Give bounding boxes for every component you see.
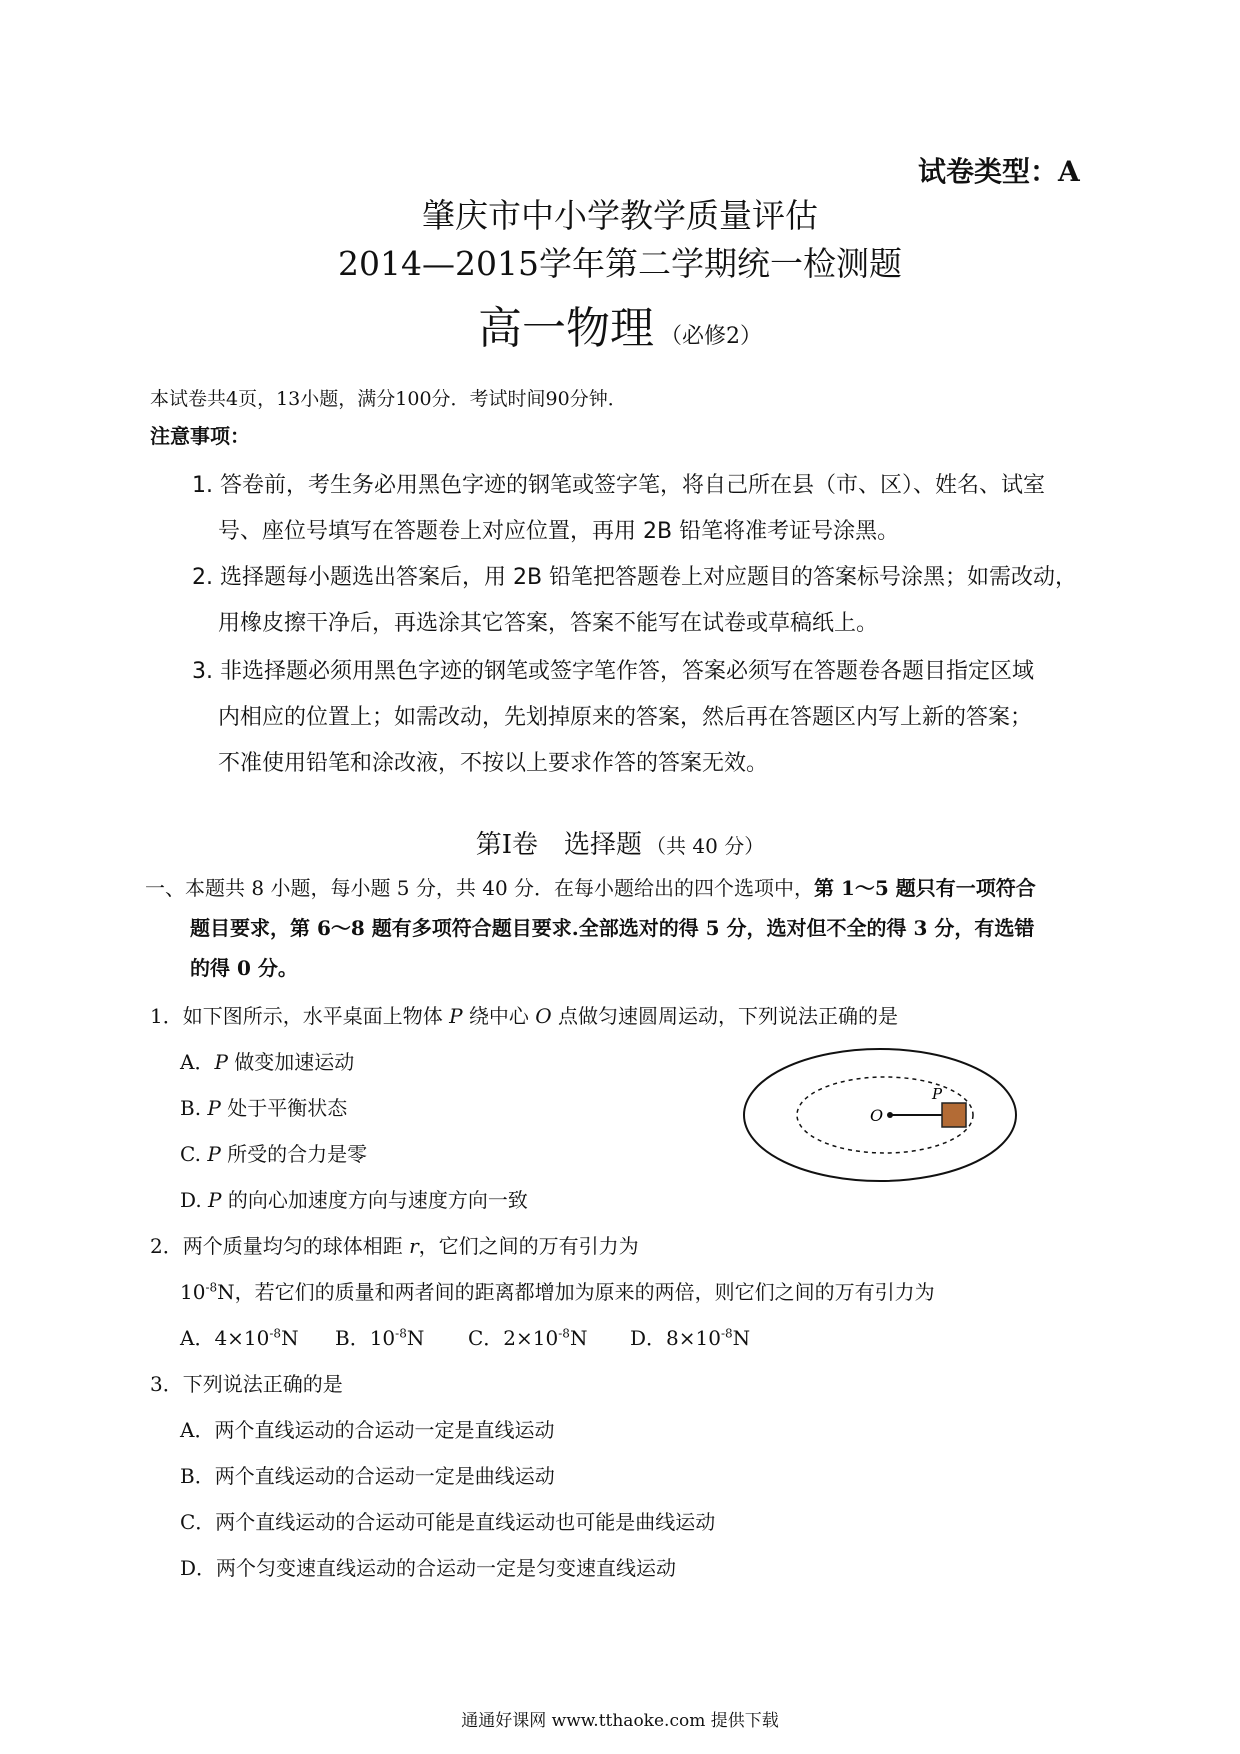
q2-opt-c-b: N <box>569 1326 588 1350</box>
q3-option-a: A．两个直线运动的合运动一定是直线运动 <box>180 1418 555 1442</box>
q3-stem: 3．下列说法正确的是 <box>150 1372 343 1396</box>
q1-opt-b-label: B. <box>180 1096 208 1120</box>
q1-option-a <box>180 1046 354 1075</box>
q1-stem-a: 1．如下图所示，水平桌面上物体 <box>150 1004 450 1028</box>
paper-type: 试卷类型：A <box>918 155 1080 188</box>
label-p: P <box>932 1085 943 1103</box>
notice-item2-line2: 用橡皮擦干净后，再选涂其它答案，答案不能写在试卷或草稿纸上。 <box>218 611 879 636</box>
q2-line2-exp: -8 <box>205 1280 218 1295</box>
notice-item3-line2: 内相应的位置上；如需改动，先划掉原来的答案，然后再在答题区内写上新的答案； <box>218 705 1033 730</box>
q1-option-c <box>180 1138 367 1167</box>
q2-opt-a-exp: -8 <box>269 1326 282 1341</box>
q2-stem-b: ，它们之间的万有引力为 <box>418 1234 639 1258</box>
q2-option-a <box>180 1322 299 1351</box>
q1-stem-o: O <box>535 1004 552 1028</box>
section-title <box>0 824 1240 861</box>
q2-opt-a-b: N <box>281 1326 299 1350</box>
subject-title <box>0 292 1240 356</box>
notice-item1-line1: 1. 答卷前，考生务必用黑色字迹的钢笔或签字笔，将自己所在县（市、区）、姓名、试室 <box>192 473 1045 498</box>
section-instruction-line1 <box>145 872 1036 901</box>
intro: 本试卷共4页，13小题，满分100分．考试时间90分钟． <box>150 388 627 410</box>
q1-opt-d-text: 的向心加速度方向与速度方向一致 <box>221 1188 528 1212</box>
q1-stem-c: 点做匀速圆周运动，下列说法正确的是 <box>551 1004 899 1028</box>
q2-opt-d-b: N <box>732 1326 751 1350</box>
q1-opt-b-p: P <box>207 1096 221 1120</box>
title-line1: 肇庆市中小学教学质量评估 <box>422 196 818 235</box>
notice-item3-line3: 不准使用铅笔和涂改液，不按以上要求作答的答案无效。 <box>218 751 769 776</box>
q2-stem-line2 <box>180 1276 935 1305</box>
q2-line2-b: N，若它们的质量和两者间的距离都增加为原来的两倍，则它们之间的万有引力为 <box>217 1280 935 1304</box>
q2-opt-c-a: C．2×10 <box>468 1326 559 1350</box>
footer: 通通好课网 www.tthaoke.com 提供下载 <box>461 1711 779 1731</box>
q1-stem-p: P <box>449 1004 463 1028</box>
q2-stem-a: 2．两个质量均匀的球体相距 <box>150 1234 410 1258</box>
q2-line2-a: 10 <box>180 1280 206 1304</box>
q2-stem <box>150 1230 639 1259</box>
q2-option-b <box>335 1322 424 1351</box>
q1-option-b <box>180 1092 347 1121</box>
q2-option-d <box>630 1322 750 1351</box>
instr-part-a: 一、本题共 8 小题，每小题 5 分，共 40 分．在每小题给出的四个选项中， <box>145 876 815 900</box>
q2-opt-c-exp: -8 <box>558 1326 570 1341</box>
q2-opt-b-a: B．10 <box>335 1326 396 1350</box>
q3-option-b: B．两个直线运动的合运动一定是曲线运动 <box>180 1464 555 1488</box>
q1-opt-c-label: C. <box>180 1142 208 1166</box>
title-line2: 2014—2015学年第二学期统一检测题 <box>338 244 902 283</box>
q1-opt-a-text: 做变加速运动 <box>227 1050 355 1074</box>
subject-note: （必修2） <box>660 324 762 349</box>
q1-option-d <box>180 1184 528 1213</box>
q3-option-c: C．两个直线运动的合运动可能是直线运动也可能是曲线运动 <box>180 1510 716 1534</box>
notice-heading: 注意事项： <box>150 424 250 448</box>
section-name: 第Ⅰ卷 选择题 <box>475 830 643 860</box>
subject: 高一物理 <box>478 303 654 354</box>
q1-opt-a-p: P <box>214 1050 228 1074</box>
q2-stem-r: r <box>409 1234 419 1258</box>
q1-opt-c-text: 所受的合力是零 <box>220 1142 368 1166</box>
q2-opt-b-b: N <box>406 1326 425 1350</box>
section-instruction-line3: 的得 0 分。 <box>190 956 298 980</box>
q2-opt-b-exp: -8 <box>395 1326 407 1341</box>
q1-opt-a-label: A． <box>180 1050 215 1074</box>
q2-opt-d-exp: -8 <box>720 1326 733 1341</box>
q1-opt-d-label: D. <box>180 1188 209 1212</box>
instr-part-b: 第 1～5 题只有一项符合 <box>814 876 1036 900</box>
q1-stem <box>150 1000 898 1029</box>
notice-item2-line1: 2. 选择题每小题选出答案后，用 2B 铅笔把答题卷上对应题目的答案标号涂黑；如需改动， <box>192 565 1078 590</box>
circular-motion-figure <box>740 1045 1020 1185</box>
q1-stem-b: 绕中心 <box>462 1004 536 1028</box>
label-o: O <box>870 1106 884 1125</box>
section-points: （共 40 分） <box>646 834 765 858</box>
q2-opt-a-a: A．4×10 <box>180 1326 270 1350</box>
q1-opt-d-p: P <box>208 1188 222 1212</box>
notice-item3-line1: 3. 非选择题必须用黑色字迹的钢笔或签字笔作答，答案必须写在答题卷各题目指定区域 <box>192 659 1034 684</box>
object-p-block <box>942 1103 966 1127</box>
q3-option-d: D．两个匀变速直线运动的合运动一定是匀变速直线运动 <box>180 1556 677 1580</box>
q2-option-c <box>468 1322 587 1351</box>
q1-opt-c-p: P <box>207 1142 221 1166</box>
notice-item1-line2: 号、座位号填写在答题卷上对应位置，再用 2B 铅笔将准考证号涂黑。 <box>218 519 900 544</box>
section-instruction-line2: 题目要求，第 6～8 题有多项符合题目要求.全部选对的得 5 分，选对但不全的得 3 分，有选错 <box>190 916 1035 940</box>
q2-opt-d-a: D．8×10 <box>630 1326 721 1350</box>
q1-opt-b-text: 处于平衡状态 <box>220 1096 348 1120</box>
